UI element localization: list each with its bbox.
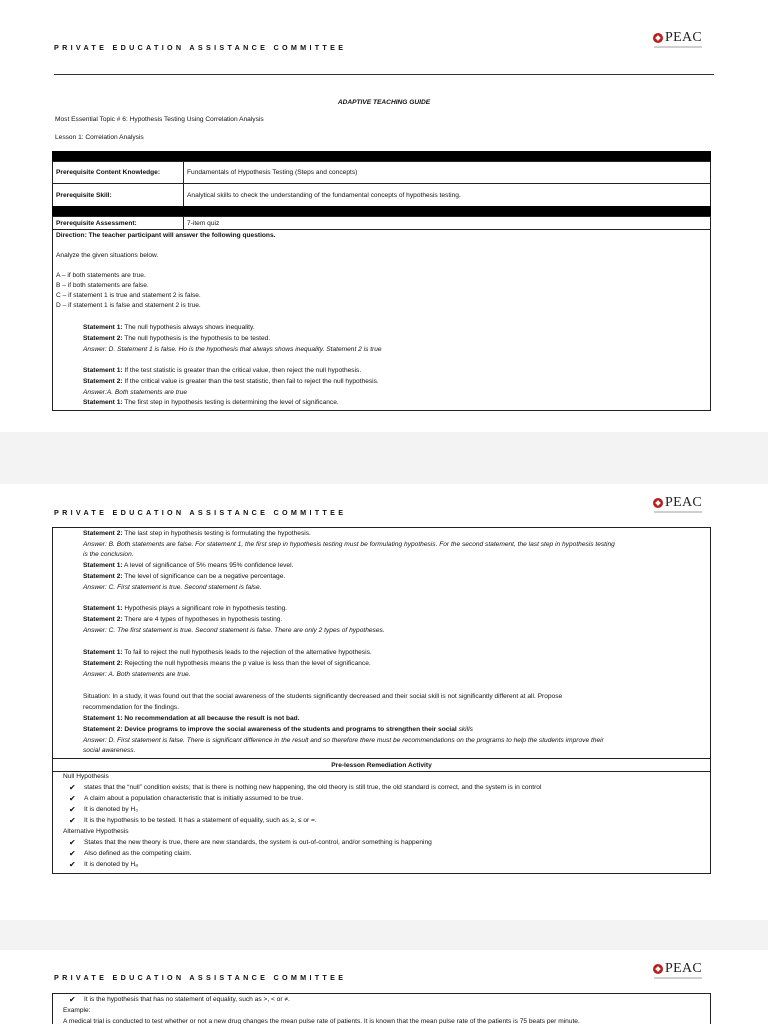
section-divider [53, 771, 710, 772]
prereq-assessment-value: 7-item quiz [184, 217, 711, 230]
quiz-continued-box [52, 527, 711, 874]
null-hypothesis-title: Null Hypothesis [63, 773, 109, 780]
alt-item: Also defined as the competing claim. [84, 850, 192, 857]
table-row [53, 184, 711, 207]
q5-answer: Answer: C. The first statement is true. Second statement is false. There are only 2 types of hypotheses. [83, 627, 385, 634]
q6-answer: Answer: A. Both statements are true. [83, 671, 191, 678]
check-icon: ✔ [69, 816, 76, 825]
table-divider-bar [52, 206, 711, 216]
null-item: It is denoted by H₀ [84, 806, 139, 813]
q4-statement-2: Statement 2: The level of significance can be a negative percentage. [83, 573, 286, 580]
remediation-continued-box [52, 993, 711, 1024]
lesson-line: Lesson 1: Correlation Analysis [55, 134, 144, 141]
q7-statement-2: Statement 2: Device programs to improve the social awareness of the students and programs to strengthen their social skills [83, 726, 473, 733]
logo-underline [654, 511, 702, 513]
q4-answer: Answer: C. First statement is true. Second statement is false. [83, 584, 262, 591]
peac-logo-icon [653, 498, 663, 508]
choice-b: B – if both statements are false. [56, 282, 149, 289]
logo-text: PEAC [665, 30, 702, 45]
peac-logo-icon [653, 33, 663, 43]
q4-statement-1: Statement 1: A level of significance of 5% means 95% confidence level. [83, 562, 294, 569]
q2-statement-1: Statement 1: If the test statistic is greater than the critical value, then reject the null hypothesis. [83, 367, 362, 374]
alt-item: States that the new theory is true, there are new standards, the system is out-of-control, and/or something is happening [84, 839, 432, 846]
q3-answer: Answer: B. Both statements are false. For statement 1, the first step in hypothesis testing must be formulating hypothesis. For the second statement, the last step in hypothesis testing [83, 541, 615, 548]
logo-underline [654, 977, 702, 979]
q1-answer: Answer: D. Statement 1 is false. Ho is the hypothesis that always shows inequality. Statement 2 is true [83, 346, 382, 353]
null-item: A claim about a population characteristic that is initially assumed to be true. [84, 795, 304, 802]
quiz-analyze: Analyze the given situations below. [56, 252, 159, 259]
header-rule [54, 74, 714, 75]
guide-title: ADAPTIVE TEACHING GUIDE [337, 99, 431, 106]
example-text: A medical trial is conducted to test whether or not a new drug changes the mean pulse rate of patients. It is known that the mean pulse rate of the patients is 75 beats per minute. [63, 1018, 580, 1024]
q7-answer: Answer: D. First statement is false. There is significant difference in the result and so therefore there must be recommendations on the programs to help the students improve their [83, 737, 604, 744]
logo-text: PEAC [665, 961, 702, 976]
peac-logo [653, 495, 702, 511]
prereq-skill-value: Analytical skills to check the understanding of the fundamental concepts of hypothesis testing. [184, 184, 711, 207]
choice-d: D – if statement 1 is false and statement 2 is true. [56, 302, 201, 309]
q2-answer: Answer:A. Both statements are true [83, 389, 188, 396]
q2-statement-2: Statement 2: If the critical value is greater than the test statistic, then fail to reject the null hypothesis. [83, 378, 379, 385]
peac-logo [653, 961, 702, 977]
choice-c: C – if statement 1 is true and statement 2 is false. [56, 292, 201, 299]
peac-logo-icon [653, 964, 663, 974]
null-item: states that the “null” condition exists; that is there is nothing new happening, the old theory is still true, the old standard is correct, and the system is in control [84, 784, 542, 791]
org-header: PRIVATE EDUCATION ASSISTANCE COMMITTEE [54, 43, 347, 52]
q1-statement-1: Statement 1: The null hypothesis always shows inequality. [83, 324, 255, 331]
situation-text: Situation: In a study, it was found out that the social awareness of the students significantly decreased and their social skill is not significantly different at all. Propose [83, 693, 563, 700]
page-3 [0, 950, 768, 1024]
q7-answer-cont: social awareness. [83, 747, 136, 754]
situation-text-cont: recommendation for the findings. [83, 704, 180, 711]
assessment-table [52, 216, 711, 230]
logo-underline [654, 46, 702, 48]
page-1 [0, 0, 768, 432]
quiz-box [52, 229, 711, 411]
q7-statement-1: Statement 1: No recommendation at all because the result is not bad. [83, 715, 300, 722]
alt-item: It is the hypothesis that has no statement of equality, such as >, < or ≠. [84, 996, 290, 1003]
check-icon: ✔ [69, 783, 76, 792]
prereq-content-label: Prerequisite Content Knowledge: [53, 162, 184, 184]
table-row [53, 162, 711, 184]
q3-statement-1: Statement 1: The first step in hypothesis testing is determining the level of significance. [83, 399, 339, 406]
page-2 [0, 484, 768, 920]
alt-item: It is denoted by Hₐ [84, 861, 138, 868]
q3-statement-2: Statement 2: The last step in hypothesis testing is formulating the hypothesis. [83, 530, 311, 537]
org-header: PRIVATE EDUCATION ASSISTANCE COMMITTEE [54, 508, 347, 517]
prereq-assessment-label: Prerequisite Assessment: [53, 217, 184, 230]
check-icon: ✔ [69, 995, 76, 1004]
quiz-direction: Direction: The teacher participant will answer the following questions. [56, 232, 276, 239]
q5-statement-2: Statement 2: There are 4 types of hypotheses in hypothesis testing. [83, 616, 283, 623]
prereq-skill-label: Prerequisite Skill: [53, 184, 184, 207]
topic-line: Most Essential Topic # 6: Hypothesis Testing Using Correlation Analysis [55, 116, 264, 123]
table-row [53, 217, 711, 230]
q1-statement-2: Statement 2: The null hypothesis is the hypothesis to be tested. [83, 335, 271, 342]
peac-logo [653, 30, 702, 46]
q3-answer-cont: is the conclusion. [83, 551, 134, 558]
choice-a: A – if both statements are true. [56, 272, 146, 279]
check-icon: ✔ [69, 860, 76, 869]
q5-statement-1: Statement 1: Hypothesis plays a significant role in hypothesis testing. [83, 605, 288, 612]
prerequisite-table [52, 161, 711, 207]
prereq-content-value: Fundamentals of Hypothesis Testing (Steps and concepts) [184, 162, 711, 184]
check-icon: ✔ [69, 849, 76, 858]
null-item: It is the hypothesis to be tested. It has a statement of equality, such as ≥, ≤ or =. [84, 817, 317, 824]
table-header-bar [52, 151, 711, 161]
check-icon: ✔ [69, 805, 76, 814]
section-divider [53, 758, 710, 759]
alternative-hypothesis-title: Alternative Hypothesis [63, 828, 129, 835]
check-icon: ✔ [69, 794, 76, 803]
logo-text: PEAC [665, 495, 702, 510]
remediation-title: Pre-lesson Remediation Activity [331, 762, 432, 769]
q6-statement-2: Statement 2: Rejecting the null hypothesis means the p value is less than the level of significance. [83, 660, 371, 667]
check-icon: ✔ [69, 838, 76, 847]
q6-statement-1: Statement 1: To fail to reject the null hypothesis leads to the rejection of the alternative hypothesis. [83, 649, 372, 656]
example-label: Example: [63, 1007, 91, 1014]
org-header: PRIVATE EDUCATION ASSISTANCE COMMITTEE [54, 973, 347, 982]
